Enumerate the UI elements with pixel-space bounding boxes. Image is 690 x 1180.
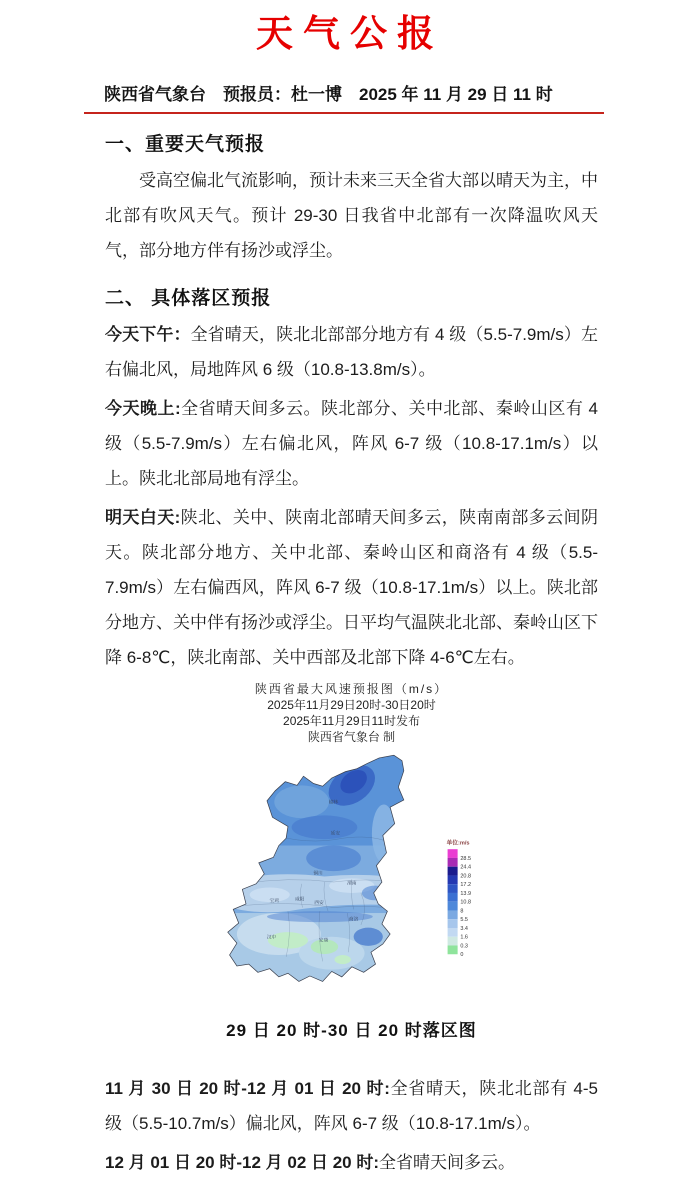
meta-line: 陕西省气象台 预报员：杜一博 2025 年 11 月 29 日 11 时 xyxy=(84,80,604,114)
legend-unit-label: 单位:m/s xyxy=(446,840,470,847)
legend-value: 28.5 xyxy=(460,856,472,863)
legend-value: 10.8 xyxy=(460,899,472,906)
lead-label: 明天白天: xyxy=(105,508,181,528)
forecast-paragraph-tonight xyxy=(105,391,598,496)
map-title-line: 陕西省最大风速预报图（m/s） xyxy=(254,682,449,697)
legend-swatch xyxy=(448,893,458,902)
footer-forecasts xyxy=(105,1071,598,1180)
legend-swatch xyxy=(448,928,458,937)
forecast-paragraph-dec01 xyxy=(105,1145,598,1180)
city-label: 宝鸡 xyxy=(269,899,280,905)
lead-label: 今天下午： xyxy=(105,325,191,345)
legend-swatch xyxy=(448,858,458,867)
section-2-heading: 二、 具体落区预报 xyxy=(105,288,272,310)
map-title-block xyxy=(105,681,598,745)
forecast-paragraph-nov30 xyxy=(105,1071,598,1141)
wind-speed-map-figure xyxy=(105,681,598,1041)
shaanxi-map xyxy=(211,747,521,1012)
map-caption: 29 日 20 时-30 日 20 时落区图 xyxy=(226,1021,477,1041)
legend-swatch xyxy=(448,885,458,894)
paragraph-text: 全省晴天间多云。 xyxy=(379,1153,516,1173)
wind-speed-legend xyxy=(447,839,471,958)
city-label: 商洛 xyxy=(348,917,359,923)
legend-swatch xyxy=(448,911,458,920)
paragraph-text: 全省晴天，陕北北部有 4-5 级（5.5-10.7m/s）偏北风，阵风 6-7 级（10.8-17.1m/s）。 xyxy=(105,1079,598,1134)
map-title-line: 2025年11月29日20时-30日20时 xyxy=(267,698,436,713)
section-1-body: 受高空偏北气流影响，预计未来三天全省大部以晴天为主，中北部有吹风天气。预计 29-30 日我省中北部有一次降温吹风天气，部分地方伴有扬沙或浮尘。 xyxy=(105,171,598,261)
legend-value: 8 xyxy=(460,908,464,915)
city-label: 延安 xyxy=(330,831,341,837)
city-label: 西安 xyxy=(314,901,324,907)
legend-swatch xyxy=(448,902,458,911)
paragraph-text: 陕北、关中、陕南北部晴天间多云，陕南南部多云间阴天。陕北部分地方、关中北部、秦岭山区和商洛有 4 级（5.5-7.9m/s）左右偏西风，阵风 6-7 级（10.8-17.1m/s）以上。陕北部分地方、关中伴有扬沙或浮尘。日平均气温陕北北部、秦岭山区下降 6-8℃，陕北南部、关中西部及北部下降 4-6℃左右。 xyxy=(105,508,598,668)
forecast-paragraph-today-afternoon xyxy=(105,317,598,387)
city-label: 汉中 xyxy=(266,935,277,941)
legend-swatch xyxy=(448,946,458,955)
map-title-line: 2025年11月29日11时发布 xyxy=(283,714,420,729)
paragraph-text: 全省晴天，陕北北部部分地方有 4 级（5.5-7.9m/s）左右偏北风，局地阵风 6 级（10.8-13.8m/s）。 xyxy=(105,325,598,380)
legend-swatch xyxy=(448,920,458,929)
city-label: 榆林 xyxy=(328,800,339,806)
legend-value: 13.9 xyxy=(460,891,472,898)
wind-speed-shaded-regions xyxy=(215,747,443,1007)
map-title-line: 陕西省气象台 制 xyxy=(307,730,396,745)
forecast-paragraph-tomorrow-daytime xyxy=(105,500,598,675)
section-1-heading: 一、重要天气预报 xyxy=(105,134,266,156)
legend-swatch xyxy=(448,937,458,946)
legend-value: 24.4 xyxy=(460,864,472,871)
shaanxi-wind-map-svg xyxy=(215,747,516,1007)
legend-value: 20.8 xyxy=(460,873,472,880)
lead-label: 今天晚上: xyxy=(105,399,181,419)
legend-swatch xyxy=(448,876,458,885)
paragraph-text: 全省晴天间多云。陕北部分、关中北部、秦岭山区有 4 级（5.5-7.9m/s）左右偏北风，阵风 6-7 级（10.8-17.1m/s）以上。陕北北部局地有浮尘。 xyxy=(105,399,598,489)
legend-value: 17.2 xyxy=(460,882,472,889)
city-label: 咸阳 xyxy=(295,897,305,903)
city-label: 铜川 xyxy=(313,872,323,878)
lead-label: 11 月 30 日 20 时-12 月 01 日 20 时: xyxy=(105,1079,390,1099)
legend-swatch xyxy=(448,867,458,876)
legend-value: 5.5 xyxy=(460,917,468,924)
city-label: 渭南 xyxy=(347,882,357,888)
legend-value: 3.4 xyxy=(460,926,468,933)
legend-value: 0 xyxy=(460,952,464,959)
city-label: 安康 xyxy=(318,938,329,944)
document-body xyxy=(105,129,598,1180)
legend-swatch xyxy=(448,849,458,858)
legend-value: 0.3 xyxy=(460,943,468,950)
page-title: 天气公报 xyxy=(256,13,444,54)
lead-label: 12 月 01 日 20 时-12 月 02 日 20 时: xyxy=(105,1153,380,1173)
legend-value: 1.6 xyxy=(460,934,468,941)
